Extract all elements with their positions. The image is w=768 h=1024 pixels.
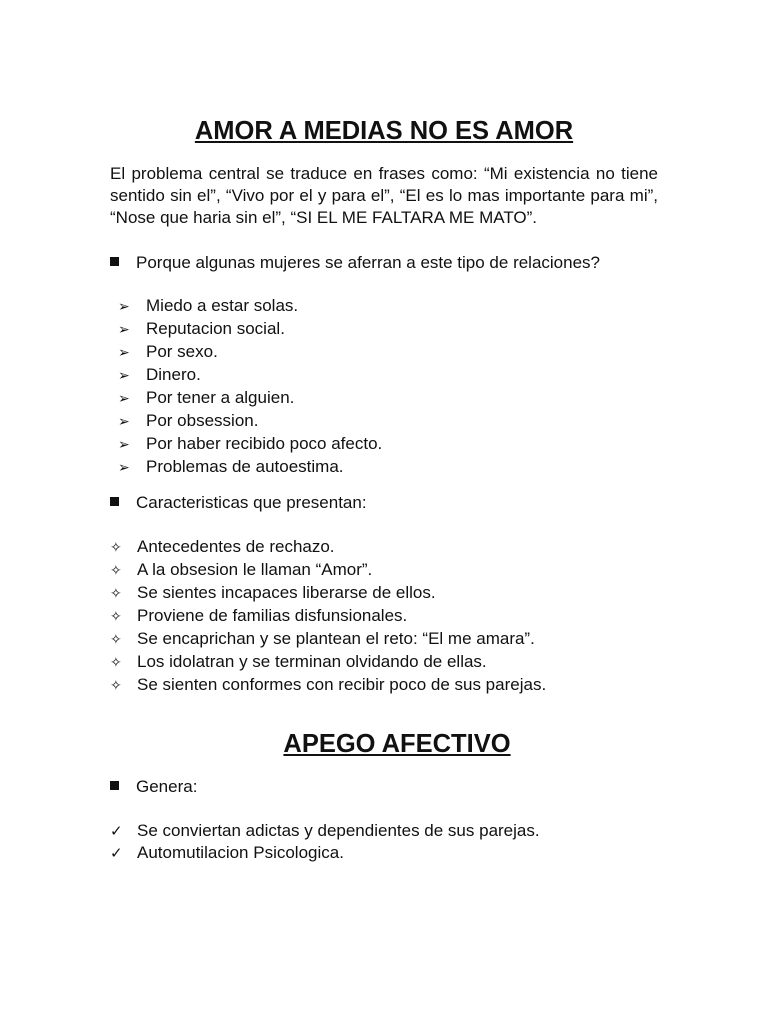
list-item: ➢ Problemas de autoestima. [118, 456, 382, 479]
square-bullet-icon [110, 781, 119, 790]
intro-paragraph: El problema central se traduce en frases como: “Mi existencia no tiene sentido sin el”, “Vivo por el y para el”, “El es lo mas importante para mi”, “Nose que haria sin el”, “SI EL ME FALTARA ME MATO”. [110, 164, 658, 227]
star-bullet-icon: ✧ [110, 609, 122, 625]
list-item: ➢ Miedo a estar solas. [118, 295, 382, 318]
list-item: ➢ Por haber recibido poco afecto. [118, 433, 382, 456]
star-bullet-icon: ✧ [110, 655, 122, 671]
question-aferran-text: Porque algunas mujeres se aferran a este tipo de relaciones? [136, 253, 601, 272]
arrow-bullet-icon: ➢ [118, 368, 130, 384]
list-item: ✧ Proviene de familias disfunsionales. [110, 605, 546, 628]
section-title-apego: APEGO AFECTIVO [283, 730, 511, 758]
arrow-bullet-icon: ➢ [118, 437, 130, 453]
list-item: ➢ Dinero. [118, 364, 382, 387]
list-item: ➢ Por tener a alguien. [118, 387, 382, 410]
characteristics-list [110, 536, 546, 697]
arrow-bullet-icon: ➢ [118, 391, 130, 407]
effects-list [110, 820, 540, 864]
list-item: ✧ A la obsesion le llaman “Amor”. [110, 559, 546, 582]
list-item: ➢ Por obsession. [118, 410, 382, 433]
list-item: ✧ Se sienten conformes con recibir poco de sus parejas. [110, 674, 546, 697]
list-item: ✧ Los idolatran y se terminan olvidando de ellas. [110, 651, 546, 674]
star-bullet-icon: ✧ [110, 563, 122, 579]
list-item: ✓ Se conviertan adictas y dependientes de sus parejas. [110, 821, 540, 840]
question-aferran [110, 252, 600, 274]
list-item: ✧ Se sientes incapaces liberarse de ellos. [110, 582, 546, 605]
star-bullet-icon: ✧ [110, 540, 122, 556]
list-item: ➢ Por sexo. [118, 341, 382, 364]
section-title-amor: AMOR A MEDIAS NO ES AMOR [194, 117, 574, 145]
arrow-bullet-icon: ➢ [118, 322, 130, 338]
question-genera-text: Genera: [136, 777, 198, 796]
arrow-bullet-icon: ➢ [118, 345, 130, 361]
square-bullet-icon [110, 497, 119, 506]
question-caracteristicas [110, 492, 367, 514]
check-bullet-icon: ✓ [110, 822, 123, 840]
list-item: ➢ Reputacion social. [118, 318, 382, 341]
list-item: ✓ Automutilacion Psicologica. [110, 843, 344, 862]
list-item: ✧ Antecedentes de rechazo. [110, 536, 546, 559]
star-bullet-icon: ✧ [110, 586, 122, 602]
star-bullet-icon: ✧ [110, 632, 122, 648]
question-genera [110, 776, 197, 798]
star-bullet-icon: ✧ [110, 678, 122, 694]
check-bullet-icon: ✓ [110, 844, 123, 862]
arrow-bullet-icon: ➢ [118, 460, 130, 476]
list-item: ✧ Se encaprichan y se plantean el reto: “El me amara”. [110, 628, 546, 651]
reasons-list [118, 295, 382, 479]
arrow-bullet-icon: ➢ [118, 414, 130, 430]
question-caracteristicas-text: Caracteristicas que presentan: [136, 493, 367, 512]
square-bullet-icon [110, 257, 119, 266]
arrow-bullet-icon: ➢ [118, 299, 130, 315]
